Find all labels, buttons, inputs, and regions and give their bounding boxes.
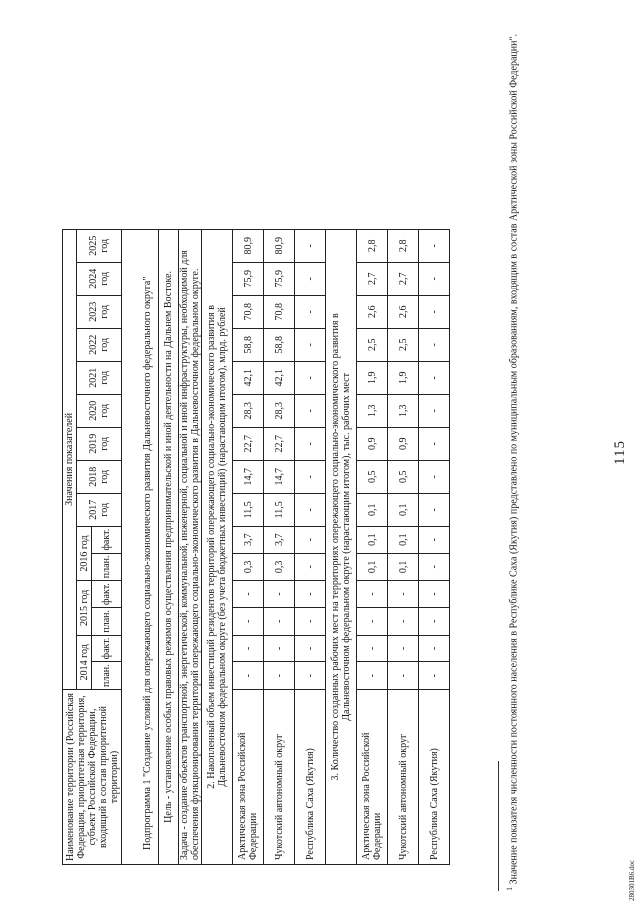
territory-header: Наименование территории (Российская Федерация, приоритетная территория, субъект Российской Федерации, входящий в состав приоритетной территории) <box>63 690 122 865</box>
value-cell: 75,9 <box>233 262 264 295</box>
value-cell: - <box>295 361 326 394</box>
value-cell: - <box>357 581 388 608</box>
year-header: 2024 год <box>77 262 122 295</box>
row-territory-name: Арктическая зона Российской Федерации <box>233 690 264 865</box>
value-cell: 3,7 <box>233 526 264 553</box>
fact-header: факт. <box>92 635 122 662</box>
footnote <box>505 21 520 891</box>
value-cell: 28,3 <box>264 394 295 427</box>
file-code: 280301B6.doc <box>628 859 636 901</box>
section-3-rows <box>357 229 450 864</box>
value-cell: - <box>419 526 450 553</box>
value-cell: - <box>233 662 264 690</box>
section-3-title: 3. Количество созданных рабочих мест на территориях опережающего социально-экономического развития в Дальневосточном федеральном округе (нарастающим итогом), тыс. рабочих мест <box>326 229 357 864</box>
value-cell: 58,8 <box>233 328 264 361</box>
value-cell: 2,7 <box>357 262 388 295</box>
year-header: 2018 год <box>77 460 122 493</box>
value-cell: 70,8 <box>264 295 295 328</box>
value-cell: 70,8 <box>233 295 264 328</box>
value-cell: - <box>295 581 326 608</box>
row-territory-name: Арктическая зона Российской Федерации <box>357 690 388 865</box>
row-territory-name: Республика Саха (Якутия) <box>419 690 450 865</box>
value-cell: - <box>295 427 326 460</box>
fact-header: факт. <box>92 581 122 608</box>
value-cell: 2,8 <box>388 229 419 262</box>
row-territory-name: Чукотский автономный округ <box>264 690 295 865</box>
value-cell: - <box>295 229 326 262</box>
value-cell: 11,5 <box>264 493 295 526</box>
value-cell: - <box>264 662 295 690</box>
table-row <box>357 229 388 864</box>
year-header: 2022 год <box>77 328 122 361</box>
value-cell: - <box>419 229 450 262</box>
value-cell: 0,9 <box>388 427 419 460</box>
value-cell: - <box>295 553 326 581</box>
section-2-rows <box>233 229 326 864</box>
value-cell: 2,6 <box>357 295 388 328</box>
value-cell: 58,8 <box>264 328 295 361</box>
value-cell: 2,6 <box>388 295 419 328</box>
value-cell: - <box>388 581 419 608</box>
value-cell: - <box>264 635 295 662</box>
table-row <box>388 229 419 864</box>
value-cell: - <box>295 295 326 328</box>
value-cell: 3,7 <box>264 526 295 553</box>
value-cell: 1,3 <box>357 394 388 427</box>
value-cell: 28,3 <box>233 394 264 427</box>
table-row <box>295 229 326 864</box>
value-cell: 0,1 <box>357 493 388 526</box>
value-cell: - <box>419 460 450 493</box>
value-cell: 0,5 <box>388 460 419 493</box>
value-cell: - <box>419 607 450 635</box>
value-cell: 0,1 <box>357 553 388 581</box>
year-header: 2020 год <box>77 394 122 427</box>
value-cell: - <box>419 635 450 662</box>
fact-header: факт. <box>92 526 122 553</box>
value-cell: - <box>233 635 264 662</box>
value-cell: 0,1 <box>388 493 419 526</box>
value-cell: 0,1 <box>357 526 388 553</box>
value-cell: - <box>295 328 326 361</box>
value-cell: 0,3 <box>264 553 295 581</box>
value-cell: 0,3 <box>233 553 264 581</box>
value-cell: - <box>295 662 326 690</box>
value-cell: 22,7 <box>264 427 295 460</box>
value-cell: - <box>295 607 326 635</box>
value-cell: 11,5 <box>233 493 264 526</box>
value-cell: 80,9 <box>233 229 264 262</box>
value-cell: 14,7 <box>233 460 264 493</box>
value-cell: - <box>295 394 326 427</box>
value-cell: - <box>295 460 326 493</box>
value-cell: - <box>419 493 450 526</box>
footnote-marker: 1 <box>505 886 514 891</box>
value-cell: 75,9 <box>264 262 295 295</box>
year-header: 2021 год <box>77 361 122 394</box>
value-cell: - <box>419 262 450 295</box>
page-number: 115 <box>612 440 628 465</box>
value-cell: - <box>419 361 450 394</box>
value-cell: - <box>357 607 388 635</box>
value-cell: - <box>295 635 326 662</box>
section-2-title: 2. Накопленный объем инвестиций резидентов территорий опережающего социально-экономического развития в Дальневосточном федеральном округе (без учета бюджетных инвестиций) (нарастающим итогом), млрд. рублей <box>202 229 233 864</box>
year-2016-header: 2016 год <box>77 526 92 580</box>
indicators-table <box>62 229 450 865</box>
value-cell: - <box>388 662 419 690</box>
value-cell: 1,9 <box>388 361 419 394</box>
plan-header: план. <box>92 607 122 635</box>
value-cell: - <box>295 493 326 526</box>
value-cell: - <box>419 553 450 581</box>
value-cell: - <box>264 607 295 635</box>
value-cell: - <box>419 581 450 608</box>
value-cell: 2,7 <box>388 262 419 295</box>
value-cell: 1,9 <box>357 361 388 394</box>
program-title: Подпрограмма 1 "Создание условий для опережающего социально-экономического развития Дальневосточного федерального округа" <box>122 229 159 864</box>
footnote-rule <box>498 761 499 891</box>
value-cell: - <box>233 607 264 635</box>
year-header: 2023 год <box>77 295 122 328</box>
value-cell: - <box>419 427 450 460</box>
value-cell: 22,7 <box>233 427 264 460</box>
value-cell: 0,9 <box>357 427 388 460</box>
task-text: Задача - создание объектов транспортной, энергетической, коммунальной, инженерной, социальной и иной инфраструктуры, необходимой для обеспечения функционирования территорий опережающего социально-экономического развития в Дальневосточном федеральном округе. <box>179 229 202 864</box>
value-cell: - <box>419 394 450 427</box>
year-header: 2017 год <box>77 493 122 526</box>
value-cell: 42,1 <box>264 361 295 394</box>
year-2014-header: 2014 год <box>77 635 92 689</box>
value-cell: 0,1 <box>388 553 419 581</box>
value-cell: - <box>419 662 450 690</box>
value-cell: - <box>419 295 450 328</box>
value-cell: - <box>357 635 388 662</box>
value-cell: 0,1 <box>388 526 419 553</box>
plan-header: план. <box>92 662 122 690</box>
value-cell: 2,5 <box>357 328 388 361</box>
table-row <box>233 229 264 864</box>
value-cell: 80,9 <box>264 229 295 262</box>
value-cell: 14,7 <box>264 460 295 493</box>
values-header: Значения показателей <box>63 229 77 689</box>
value-cell: - <box>295 526 326 553</box>
value-cell: 0,5 <box>357 460 388 493</box>
year-header: 2025 год <box>77 229 122 262</box>
value-cell: - <box>357 662 388 690</box>
value-cell: - <box>388 635 419 662</box>
value-cell: 2,8 <box>357 229 388 262</box>
value-cell: 2,5 <box>388 328 419 361</box>
plan-header: план. <box>92 553 122 581</box>
year-header: 2019 год <box>77 427 122 460</box>
value-cell: - <box>295 262 326 295</box>
row-territory-name: Республика Саха (Якутия) <box>295 690 326 865</box>
year-2015-header: 2015 год <box>77 581 92 635</box>
value-cell: 42,1 <box>233 361 264 394</box>
value-cell: - <box>419 328 450 361</box>
value-cell: 1,3 <box>388 394 419 427</box>
value-cell: - <box>264 581 295 608</box>
value-cell: - <box>388 607 419 635</box>
value-cell: - <box>233 581 264 608</box>
footnote-text: Значение показателя численности постоянного населения в Республике Саха (Якутия) представлено по муниципальным образованиям, входящим в состав Арктической зоны Российской Федерации". <box>508 33 520 885</box>
table-row <box>419 229 450 864</box>
row-territory-name: Чукотский автономный округ <box>388 690 419 865</box>
goal-text: Цель - установление особых правовых режимов осуществления предпринимательской и иной деятельности на Дальнем Востоке. <box>159 229 179 864</box>
table-row <box>264 229 295 864</box>
